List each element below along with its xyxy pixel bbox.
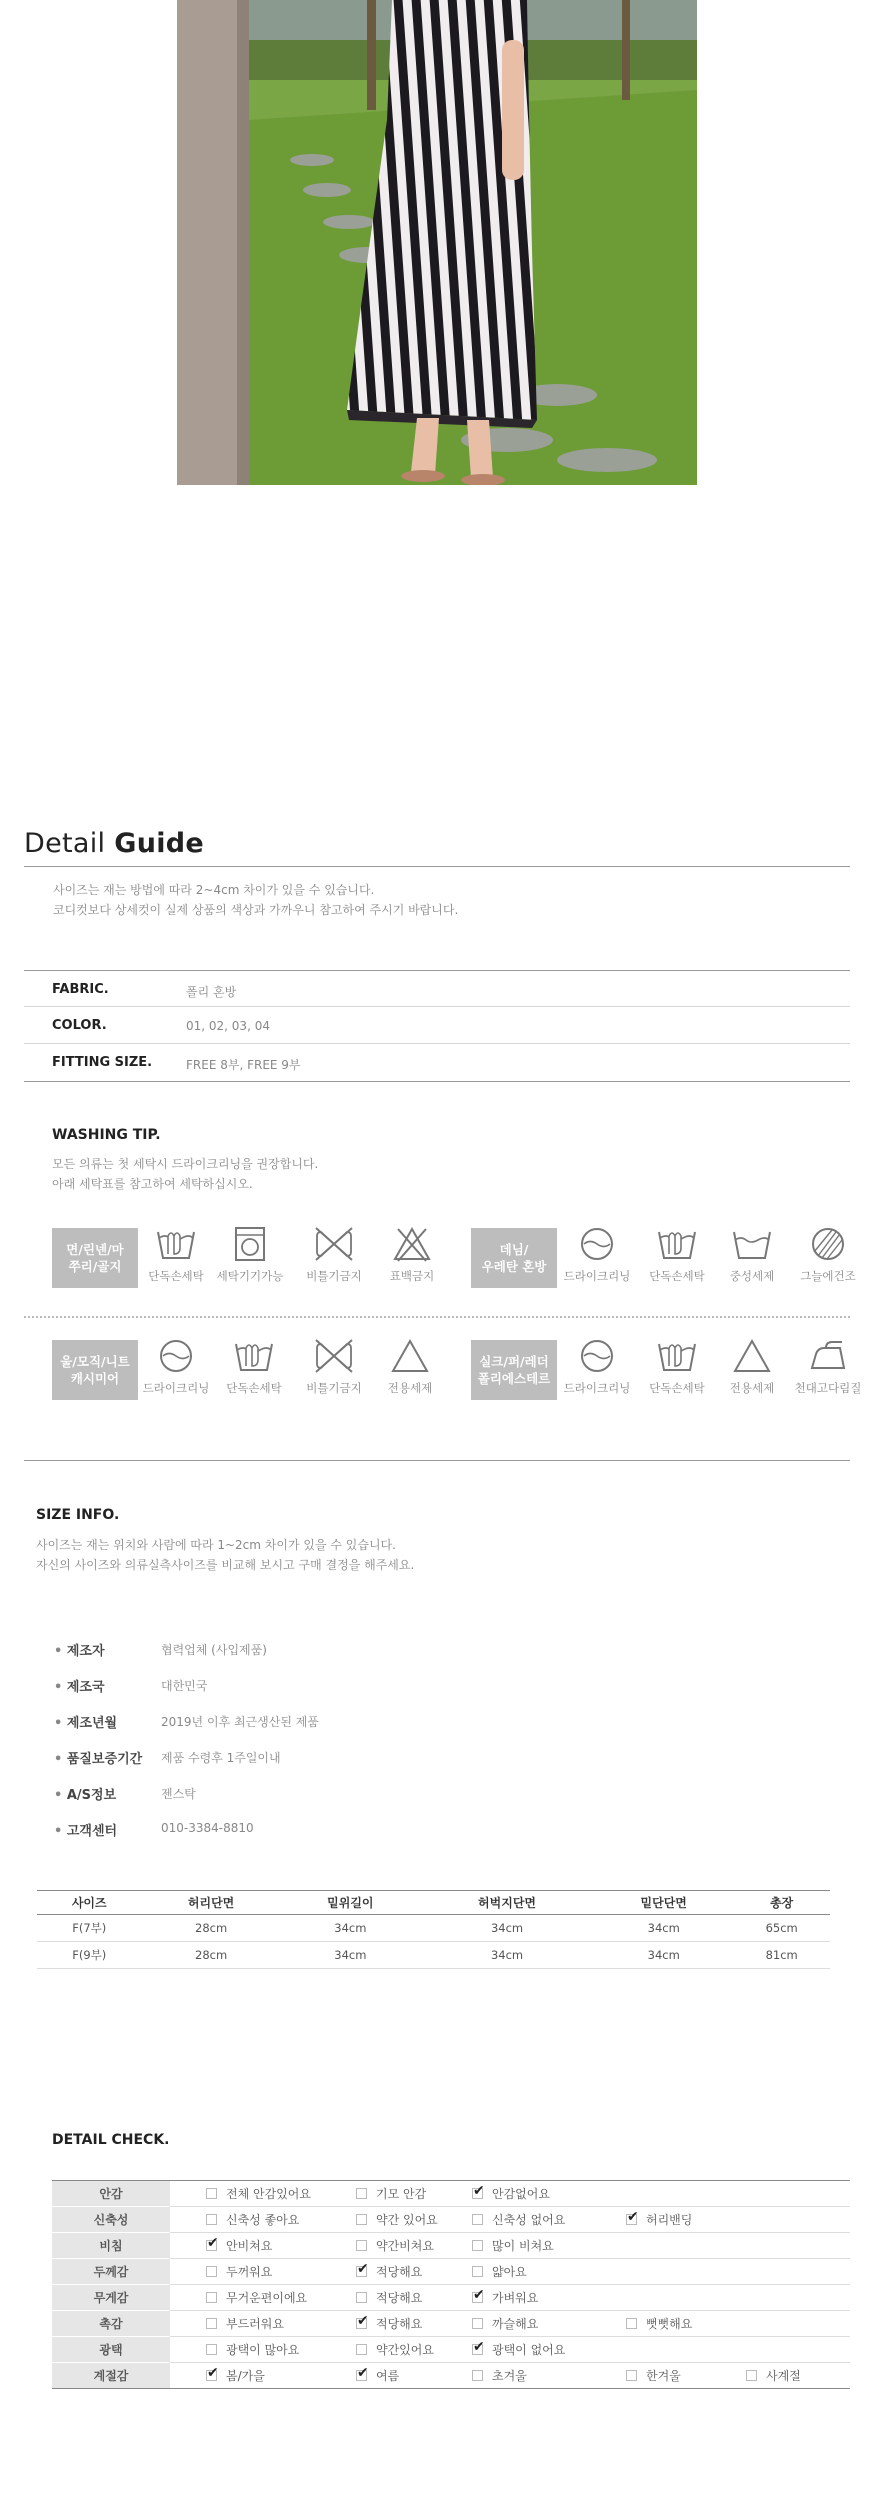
check-option[interactable]: 약간있어요 (356, 2341, 434, 2358)
checkbox[interactable] (206, 2318, 217, 2329)
table-cell: F(7부) (37, 1915, 141, 1942)
triangle-icon: 전용세제 (710, 1336, 794, 1396)
size-info-title: SIZE INFO. (36, 1507, 120, 1523)
checkbox-checked[interactable] (356, 2318, 367, 2329)
checkbox[interactable] (472, 2214, 483, 2225)
table-row (37, 1915, 830, 1942)
fabric-bottom-divider (24, 1081, 850, 1082)
checkbox[interactable] (356, 2344, 367, 2355)
dry-clean-icon: 드라이크리닝 (555, 1224, 639, 1284)
checkbox-checked[interactable] (206, 2370, 217, 2381)
fabric-label: FABRIC. (52, 982, 109, 997)
category-wool-knit: 울/모직/니트 캐시미어 (52, 1340, 138, 1400)
check-option[interactable]: ✔ 광택이 없어요 (472, 2341, 565, 2358)
table-cell: 65cm (733, 1915, 830, 1942)
info-value-customer-center: 010-3384-8810 (161, 1821, 254, 1835)
check-row-texture (52, 2311, 850, 2337)
checkbox[interactable] (472, 2318, 483, 2329)
detail-check-table (52, 2180, 850, 2389)
checkbox[interactable] (746, 2370, 757, 2381)
fabric-top-divider (24, 970, 850, 971)
check-option[interactable]: 약간 있어요 (356, 2211, 438, 2228)
hand-wash-icon: 단독손세탁 (635, 1336, 719, 1396)
check-option[interactable]: 한겨울 (626, 2367, 681, 2384)
checkbox[interactable] (472, 2240, 483, 2251)
size-table (37, 1890, 830, 1969)
table-row (37, 1942, 830, 1969)
checkbox-checked[interactable] (206, 2240, 217, 2251)
size-table-header (37, 1891, 830, 1915)
size-col-hem: 밑단단면 (594, 1891, 733, 1915)
checkbox[interactable] (472, 2370, 483, 2381)
checkbox[interactable] (626, 2318, 637, 2329)
product-photo (177, 0, 697, 485)
size-info-note: 사이즈는 재는 위치와 사람에 따라 1~2cm 차이가 있을 수 있습니다. 자신의 사이즈와 의류실측사이즈를 비교해 보시고 구매 결정을 해주세요. (36, 1538, 415, 1572)
checkbox[interactable] (356, 2292, 367, 2303)
check-option[interactable]: ✔ 안감없어요 (472, 2185, 550, 2202)
fabric-value: 폴리 혼방 (186, 985, 237, 999)
check-option[interactable]: 적당해요 (356, 2289, 422, 2306)
check-option[interactable]: 전체 안감있어요 (206, 2185, 311, 2202)
check-option[interactable]: 초겨울 (472, 2367, 527, 2384)
size-col-size: 사이즈 (37, 1891, 141, 1915)
checkbox[interactable] (206, 2214, 217, 2225)
hand-wash-icon: 단독손세탁 (134, 1224, 218, 1284)
no-wring-icon: 비틀기금지 (292, 1336, 376, 1396)
check-label: 두께감 (52, 2259, 170, 2285)
fitting-size-value: FREE 8부, FREE 9부 (186, 1058, 301, 1072)
detail-check-title: DETAIL CHECK. (52, 2132, 170, 2148)
check-row-gloss (52, 2337, 850, 2363)
table-cell: F(9부) (37, 1942, 141, 1969)
info-key-warranty: • 품질보증기간 (54, 1748, 142, 1767)
washing-tip-title: WASHING TIP. (52, 1127, 161, 1143)
check-option[interactable]: 까슬해요 (472, 2315, 538, 2332)
checkbox-checked[interactable] (356, 2370, 367, 2381)
detail-guide-title: Detail Guide (24, 828, 205, 859)
iron-icon: 천대고다림질 (786, 1336, 870, 1396)
check-option[interactable]: ✔ 적당해요 (356, 2315, 422, 2332)
checkbox-checked[interactable] (472, 2292, 483, 2303)
dry-clean-icon: 드라이크리닝 (555, 1336, 639, 1396)
row-divider (24, 1043, 850, 1044)
check-option[interactable]: 많이 비쳐요 (472, 2237, 554, 2254)
size-col-thigh: 허벅지단면 (420, 1891, 594, 1915)
washing-tip-note: 모든 의류는 첫 세탁시 드라이크리닝을 권장합니다. 아래 세탁표를 참고하여 세탁하십시오. (52, 1157, 319, 1191)
table-cell: 34cm (420, 1942, 594, 1969)
table-cell: 34cm (281, 1915, 420, 1942)
info-value-as: 젠스탁 (161, 1787, 196, 1801)
check-label: 신축성 (52, 2207, 170, 2233)
no-wring-icon: 비틀기금지 (292, 1224, 376, 1284)
table-cell: 81cm (733, 1942, 830, 1969)
check-option[interactable]: 뻣뻣해요 (626, 2315, 692, 2332)
table-cell: 34cm (420, 1915, 594, 1942)
shade-dry-icon: 그늘에건조 (786, 1224, 870, 1284)
table-cell: 34cm (594, 1915, 733, 1942)
category-denim-urethane: 데님/ 우레탄 혼방 (471, 1228, 557, 1288)
check-option[interactable]: 광택이 많아요 (206, 2341, 299, 2358)
checkbox-checked[interactable] (472, 2188, 483, 2199)
check-option[interactable]: ✔ 봄/가을 (206, 2367, 265, 2384)
info-value-manufacture-date: 2019년 이후 최근생산된 제품 (161, 1715, 319, 1729)
check-label: 무게감 (52, 2285, 170, 2311)
category-silk-leather: 실크/퍼/레더 폴리에스테르 (471, 1340, 557, 1400)
washing-dotted-divider (24, 1316, 850, 1318)
checkbox-checked[interactable] (472, 2344, 483, 2355)
check-option[interactable]: ✔ 여름 (356, 2367, 399, 2384)
checkbox[interactable] (206, 2266, 217, 2277)
check-option[interactable]: 무거운편이에요 (206, 2289, 307, 2306)
checkbox[interactable] (472, 2266, 483, 2277)
checkbox[interactable] (356, 2188, 367, 2199)
check-option[interactable]: 약간비쳐요 (356, 2237, 434, 2254)
info-value-warranty: 제품 수령후 1주일이내 (161, 1751, 281, 1765)
check-label: 광택 (52, 2337, 170, 2363)
check-option[interactable]: ✔ 허리밴딩 (626, 2211, 692, 2228)
check-label: 촉감 (52, 2311, 170, 2337)
table-cell: 34cm (281, 1942, 420, 1969)
checkbox[interactable] (356, 2240, 367, 2251)
check-option[interactable]: 신축성 없어요 (472, 2211, 565, 2228)
check-option[interactable]: 신축성 좋아요 (206, 2211, 299, 2228)
check-label: 안감 (52, 2181, 170, 2207)
size-col-waist: 허리단면 (141, 1891, 280, 1915)
size-col-rise: 밑위길이 (281, 1891, 420, 1915)
triangle-icon: 전용세제 (368, 1336, 452, 1396)
color-value: 01, 02, 03, 04 (186, 1019, 270, 1033)
washing-machine-icon: 세탁기기가능 (208, 1224, 292, 1284)
neutral-detergent-icon: 중성세제 (710, 1224, 794, 1284)
checkbox-checked[interactable] (626, 2214, 637, 2225)
fitting-size-label: FITTING SIZE. (52, 1055, 153, 1070)
check-row-season (52, 2363, 850, 2389)
check-option[interactable]: 사계절 (746, 2367, 801, 2384)
info-key-manufacturer: • 제조자 (54, 1640, 105, 1659)
category-cotton-linen: 면/린넨/마 쭈리/골지 (52, 1228, 138, 1288)
check-label: 계절감 (52, 2363, 170, 2389)
check-option[interactable]: ✔ 안비쳐요 (206, 2237, 272, 2254)
checkbox[interactable] (356, 2214, 367, 2225)
info-value-country: 대한민국 (161, 1679, 208, 1693)
check-option[interactable]: 부드러워요 (206, 2315, 284, 2332)
hand-wash-icon: 단독손세탁 (635, 1224, 719, 1284)
info-key-customer-center: • 고객센터 (54, 1820, 117, 1839)
color-label: COLOR. (52, 1018, 107, 1033)
check-label: 비침 (52, 2233, 170, 2259)
check-option[interactable]: 두꺼워요 (206, 2263, 272, 2280)
check-row-thickness (52, 2259, 850, 2285)
check-row-weight (52, 2285, 850, 2311)
check-option[interactable]: ✔ 가벼워요 (472, 2289, 538, 2306)
dry-clean-icon: 드라이크리닝 (134, 1336, 218, 1396)
info-key-as: • A/S정보 (54, 1784, 116, 1803)
table-cell: 28cm (141, 1942, 280, 1969)
checkbox[interactable] (626, 2370, 637, 2381)
info-value-manufacturer: 협력업체 (사입제품) (161, 1643, 267, 1657)
check-option[interactable]: 기모 안감 (356, 2185, 426, 2202)
info-key-manufacture-date: • 제조년월 (54, 1712, 117, 1731)
info-key-country: • 제조국 (54, 1676, 105, 1695)
title-divider (24, 866, 850, 867)
row-divider (24, 1006, 850, 1007)
check-option[interactable]: 얇아요 (472, 2263, 527, 2280)
size-col-length: 총장 (733, 1891, 830, 1915)
check-row-stretch (52, 2207, 850, 2233)
checkbox[interactable] (206, 2188, 217, 2199)
hand-wash-icon: 단독손세탁 (212, 1336, 296, 1396)
table-cell: 28cm (141, 1915, 280, 1942)
checkbox[interactable] (206, 2344, 217, 2355)
detail-guide-note: 사이즈는 재는 방법에 따라 2~4cm 차이가 있을 수 있습니다. 코디컷보다 상세컷이 실제 상품의 색상과 가까우니 참고하여 주시기 바랍니다. (53, 883, 459, 917)
checkbox-checked[interactable] (356, 2266, 367, 2277)
check-row-lining (52, 2181, 850, 2207)
check-option[interactable]: ✔ 적당해요 (356, 2263, 422, 2280)
no-bleach-icon: 표백금지 (370, 1224, 454, 1284)
washing-bottom-divider (24, 1460, 850, 1461)
table-cell: 34cm (594, 1942, 733, 1969)
check-row-sheerness (52, 2233, 850, 2259)
checkbox[interactable] (206, 2292, 217, 2303)
